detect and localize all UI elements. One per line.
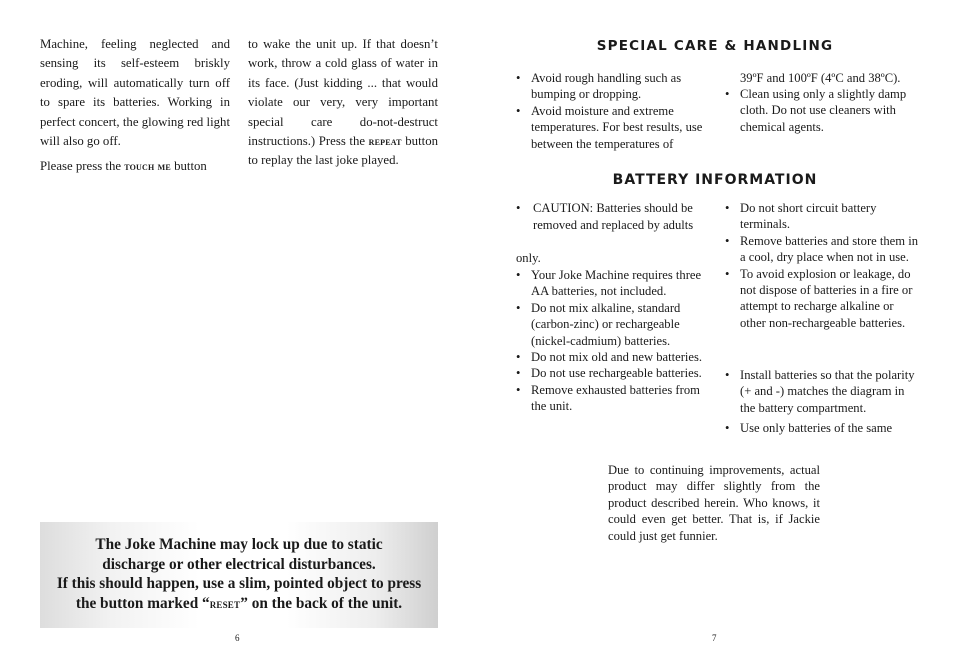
list-item: • Do not short circuit battery terminals.: [725, 200, 920, 233]
product-disclaimer: Due to continuing improvements, actual product may differ slightly from the product described herein. Who knows, it could even get better. That is, if Jackie could just get funnier.: [608, 463, 820, 543]
battery-caution-continuation: only.: [516, 251, 541, 265]
lockup-notice-box: [40, 522, 438, 628]
list-item: • Avoid rough handling such as bumping or dropping.: [516, 70, 712, 103]
notice-line-3: If this should happen, use a slim, pointed object to press: [56, 575, 422, 593]
battery-info-heading: BATTERY INFORMATION: [612, 172, 818, 188]
list-item: • Do not use rechargeable batteries.: [516, 365, 712, 381]
list-item: • Remove batteries and store them in a cool, dry place when not in use.: [725, 233, 920, 266]
left-page-column-2: [248, 35, 438, 177]
list-item: • Clean using only a slightly damp cloth. Do not use cleaners with chemical agents.: [725, 86, 920, 135]
list-item: • Remove exhausted batteries from the unit.: [516, 382, 712, 415]
left-page-column-1: [40, 35, 230, 183]
notice-line-1: The Joke Machine may lock up due to static: [95, 536, 383, 553]
list-item: • Do not mix old and new batteries.: [516, 349, 712, 365]
notice-line-4: the button marked “reset” on the back of the unit.: [75, 594, 403, 612]
battery-list-right: [725, 200, 920, 331]
touch-me-key-label: touch me: [124, 159, 171, 174]
page-number-right: 7: [712, 633, 717, 643]
notice-line-2: discharge or other electrical disturbances.: [102, 555, 376, 573]
battery-list-right-b: [725, 367, 920, 437]
special-care-list-right: [725, 86, 920, 135]
paragraph-press-touch-me: Please press the touch me button: [40, 159, 207, 174]
battery-list-left: [516, 267, 712, 415]
list-item: • CAUTION: Batteries should be removed and replaced by adults: [516, 200, 712, 234]
repeat-key-label: repeat: [368, 134, 402, 149]
list-item: • To avoid explosion or leakage, do not dispose of batteries in a fire or attempt to recharge alkaline or other non-rechargeable batteries.: [725, 266, 920, 332]
paragraph-wake-unit: to wake the unit up. If that doesn’t work, throw a cold glass of water in its face. (Just kidding ... that would violate our very, very important special care do-not-destruct instructions.) Press the repeat button to replay the last joke played.: [248, 37, 438, 168]
list-item: • Do not mix alkaline, standard (carbon-zinc) or rechargeable (nickel-cadmium) batteries.: [516, 300, 712, 349]
list-item: • Install batteries so that the polarity (+ and -) matches the diagram in the battery compartment.: [725, 367, 920, 416]
reset-key-label: reset: [209, 595, 241, 611]
paragraph-auto-off: Machine, feeling neglected and sensing its self-esteem briskly eroding, will automatically turn off to spare its batteries. Working in perfect concert, the glowing red light will also go off.: [40, 37, 230, 149]
list-item: • Use only batteries of the same: [725, 420, 920, 436]
temperature-range-text: 39ºF and 100ºF (4ºC and 38ºC).: [740, 71, 901, 85]
battery-caution: [516, 200, 712, 234]
special-care-list-left: [516, 70, 712, 152]
page-number-left: 6: [235, 633, 240, 643]
list-item: • Your Joke Machine requires three AA batteries, not included.: [516, 267, 712, 300]
special-care-heading: SPECIAL CARE & HANDLING: [596, 38, 834, 54]
list-item: • Avoid moisture and extreme temperatures. For best results, use between the temperatures of: [516, 103, 712, 152]
